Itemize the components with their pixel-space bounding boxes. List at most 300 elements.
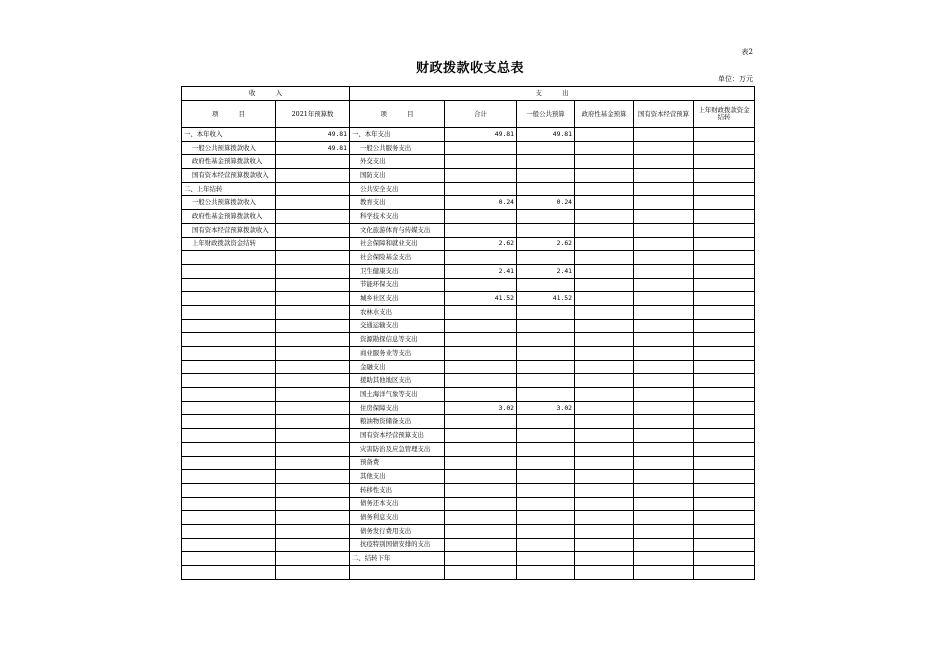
income-item-cell xyxy=(182,415,276,429)
total-cell xyxy=(445,566,517,580)
prev-year-carryover-cell xyxy=(694,237,755,251)
prev-year-carryover-cell xyxy=(694,333,755,347)
income-item-cell xyxy=(182,483,276,497)
prev-year-carryover-cell xyxy=(694,223,755,237)
fund-budget-cell xyxy=(575,388,634,402)
fund-budget-cell xyxy=(575,223,634,237)
income-item-header: 项 目 xyxy=(182,101,276,128)
total-cell xyxy=(445,305,517,319)
state-capital-cell xyxy=(634,128,694,142)
budget-2021-cell xyxy=(276,511,350,525)
fund-budget-cell xyxy=(575,292,634,306)
general-budget-cell xyxy=(517,305,575,319)
total-cell xyxy=(445,470,517,484)
general-budget-cell xyxy=(517,415,575,429)
income-item-cell xyxy=(182,333,276,347)
table-row xyxy=(182,442,755,456)
prev-year-carryover-cell xyxy=(694,196,755,210)
expense-item-cell: 卫生健康支出 xyxy=(350,264,445,278)
expense-item-cell: 一、本年支出 xyxy=(350,128,445,142)
income-item-cell xyxy=(182,251,276,265)
state-capital-cell xyxy=(634,374,694,388)
state-capital-cell xyxy=(634,305,694,319)
fund-budget-cell xyxy=(575,566,634,580)
expense-item-cell: 转移性支出 xyxy=(350,483,445,497)
table-row xyxy=(182,388,755,402)
state-capital-cell xyxy=(634,483,694,497)
expense-item-cell: 城乡社区支出 xyxy=(350,292,445,306)
general-budget-cell: 2.41 xyxy=(517,264,575,278)
expense-item-cell: 文化旅游体育与传媒支出 xyxy=(350,223,445,237)
fund-budget-cell xyxy=(575,470,634,484)
budget-2021-cell xyxy=(276,374,350,388)
table-row xyxy=(182,511,755,525)
expense-item-cell: 科学技术支出 xyxy=(350,210,445,224)
state-capital-cell xyxy=(634,223,694,237)
general-budget-cell xyxy=(517,374,575,388)
general-budget-cell xyxy=(517,538,575,552)
budget-2021-cell xyxy=(276,196,350,210)
fund-budget-cell xyxy=(575,333,634,347)
general-budget-cell xyxy=(517,319,575,333)
prev-year-carryover-cell xyxy=(694,429,755,443)
budget-2021-cell xyxy=(276,264,350,278)
general-budget-header: 一般公共预算 xyxy=(517,101,575,128)
expense-item-cell: 预备费 xyxy=(350,456,445,470)
income-item-cell: 一般公共预算拨款收入 xyxy=(182,141,276,155)
total-cell xyxy=(445,483,517,497)
fund-budget-cell xyxy=(575,319,634,333)
budget-2021-cell xyxy=(276,538,350,552)
total-cell: 2.62 xyxy=(445,237,517,251)
expense-item-cell: 社会保险基金支出 xyxy=(350,251,445,265)
total-cell: 49.81 xyxy=(445,128,517,142)
state-capital-cell xyxy=(634,210,694,224)
fund-budget-cell xyxy=(575,155,634,169)
expense-item-cell: 抗疫特别国债安排的支出 xyxy=(350,538,445,552)
fund-budget-cell xyxy=(575,415,634,429)
unit-label: 单位：万元 xyxy=(718,75,753,83)
state-capital-cell xyxy=(634,552,694,566)
total-cell: 41.52 xyxy=(445,292,517,306)
income-item-cell xyxy=(182,278,276,292)
budget-2021-cell: 49.81 xyxy=(276,141,350,155)
fund-budget-cell xyxy=(575,128,634,142)
prev-year-carryover-cell xyxy=(694,155,755,169)
expense-item-cell: 其他支出 xyxy=(350,470,445,484)
expense-item-cell: 一般公共服务支出 xyxy=(350,141,445,155)
total-cell xyxy=(445,524,517,538)
income-item-cell xyxy=(182,470,276,484)
total-cell xyxy=(445,538,517,552)
prev-year-carryover-cell xyxy=(694,483,755,497)
table-row xyxy=(182,128,755,142)
expense-item-cell: 社会保障和就业支出 xyxy=(350,237,445,251)
expense-item-cell: 公共安全支出 xyxy=(350,182,445,196)
expense-item-cell: 国防支出 xyxy=(350,169,445,183)
fund-budget-cell xyxy=(575,511,634,525)
income-item-cell xyxy=(182,538,276,552)
expense-item-cell: 粮油物资储备支出 xyxy=(350,415,445,429)
budget-2021-cell xyxy=(276,278,350,292)
general-budget-cell xyxy=(517,483,575,497)
general-budget-cell: 3.02 xyxy=(517,401,575,415)
income-item-cell xyxy=(182,292,276,306)
general-budget-cell xyxy=(517,470,575,484)
fund-budget-cell xyxy=(575,305,634,319)
expense-item-cell: 债务发行费用支出 xyxy=(350,524,445,538)
budget-2021-cell xyxy=(276,155,350,169)
budget-summary-table xyxy=(181,86,755,580)
fund-budget-cell xyxy=(575,210,634,224)
state-capital-cell xyxy=(634,347,694,361)
fund-budget-cell xyxy=(575,182,634,196)
expense-item-cell: 债务还本支出 xyxy=(350,497,445,511)
income-item-cell xyxy=(182,497,276,511)
table-row xyxy=(182,415,755,429)
expense-item-cell: 农林水支出 xyxy=(350,305,445,319)
state-capital-cell xyxy=(634,264,694,278)
table-row xyxy=(182,305,755,319)
budget-2021-cell xyxy=(276,401,350,415)
prev-year-carryover-cell xyxy=(694,401,755,415)
table-row xyxy=(182,497,755,511)
prev-year-carryover-cell xyxy=(694,511,755,525)
income-item-cell xyxy=(182,429,276,443)
fund-budget-cell xyxy=(575,497,634,511)
budget-2021-cell xyxy=(276,333,350,347)
expense-item-cell: 外交支出 xyxy=(350,155,445,169)
general-budget-cell: 0.24 xyxy=(517,196,575,210)
income-item-cell: 政府性基金预算拨款收入 xyxy=(182,155,276,169)
budget-2021-cell xyxy=(276,292,350,306)
table-row xyxy=(182,196,755,210)
table-row xyxy=(182,292,755,306)
table-row xyxy=(182,360,755,374)
fund-budget-cell xyxy=(575,237,634,251)
state-capital-cell xyxy=(634,237,694,251)
fund-budget-cell xyxy=(575,278,634,292)
fund-budget-cell xyxy=(575,524,634,538)
prev-year-carryover-cell xyxy=(694,128,755,142)
expense-item-cell: 灾害防治及应急管理支出 xyxy=(350,442,445,456)
state-capital-header: 国有资本经营预算 xyxy=(634,101,694,128)
budget-2021-cell xyxy=(276,415,350,429)
general-budget-cell: 49.81 xyxy=(517,128,575,142)
budget-2021-cell xyxy=(276,182,350,196)
income-item-cell xyxy=(182,264,276,278)
table-row xyxy=(182,237,755,251)
prev-year-carryover-cell xyxy=(694,251,755,265)
expense-item-cell xyxy=(350,566,445,580)
table-row xyxy=(182,401,755,415)
general-budget-cell xyxy=(517,182,575,196)
general-budget-cell xyxy=(517,251,575,265)
table-row xyxy=(182,333,755,347)
general-budget-cell xyxy=(517,169,575,183)
budget-2021-cell xyxy=(276,319,350,333)
income-item-cell xyxy=(182,456,276,470)
general-budget-cell xyxy=(517,360,575,374)
budget-2021-cell xyxy=(276,566,350,580)
total-cell xyxy=(445,347,517,361)
state-capital-cell xyxy=(634,360,694,374)
general-budget-cell xyxy=(517,223,575,237)
column-header-row xyxy=(182,101,755,128)
total-cell xyxy=(445,415,517,429)
budget-2021-cell xyxy=(276,388,350,402)
budget-2021-cell xyxy=(276,251,350,265)
total-cell xyxy=(445,182,517,196)
state-capital-cell xyxy=(634,196,694,210)
state-capital-cell xyxy=(634,292,694,306)
income-item-cell xyxy=(182,305,276,319)
fund-budget-cell xyxy=(575,169,634,183)
fund-budget-cell xyxy=(575,264,634,278)
state-capital-cell xyxy=(634,278,694,292)
total-cell xyxy=(445,141,517,155)
total-header: 合计 xyxy=(445,101,517,128)
state-capital-cell xyxy=(634,169,694,183)
expense-item-cell: 教育支出 xyxy=(350,196,445,210)
budget-2021-cell xyxy=(276,470,350,484)
expense-item-cell: 商业服务业等支出 xyxy=(350,347,445,361)
fund-budget-cell xyxy=(575,196,634,210)
general-budget-cell: 41.52 xyxy=(517,292,575,306)
total-cell: 3.02 xyxy=(445,401,517,415)
fund-budget-cell xyxy=(575,442,634,456)
fund-budget-cell xyxy=(575,347,634,361)
general-budget-cell xyxy=(517,524,575,538)
prev-year-carryover-cell xyxy=(694,182,755,196)
income-item-cell xyxy=(182,524,276,538)
budget-2021-cell xyxy=(276,169,350,183)
prev-year-carryover-header: 上年财政拨款资金结转 xyxy=(694,101,755,128)
state-capital-cell xyxy=(634,429,694,443)
prev-year-carryover-cell xyxy=(694,538,755,552)
state-capital-cell xyxy=(634,415,694,429)
total-cell xyxy=(445,278,517,292)
state-capital-cell xyxy=(634,538,694,552)
budget-2021-cell xyxy=(276,524,350,538)
budget-2021-cell xyxy=(276,347,350,361)
table-row xyxy=(182,319,755,333)
prev-year-carryover-cell xyxy=(694,347,755,361)
expense-item-cell: 金融支出 xyxy=(350,360,445,374)
prev-year-carryover-cell xyxy=(694,552,755,566)
total-cell xyxy=(445,374,517,388)
total-cell xyxy=(445,388,517,402)
prev-year-carryover-cell xyxy=(694,442,755,456)
expense-item-cell: 二、结转下年 xyxy=(350,552,445,566)
total-cell xyxy=(445,210,517,224)
expense-item-cell: 节能环保支出 xyxy=(350,278,445,292)
state-capital-cell xyxy=(634,182,694,196)
general-budget-cell xyxy=(517,210,575,224)
state-capital-cell xyxy=(634,566,694,580)
fund-budget-header: 政府性基金预算 xyxy=(575,101,634,128)
expense-item-cell: 资源勘探信息等支出 xyxy=(350,333,445,347)
fund-budget-cell xyxy=(575,251,634,265)
state-capital-cell xyxy=(634,141,694,155)
total-cell xyxy=(445,497,517,511)
state-capital-cell xyxy=(634,456,694,470)
budget-2021-cell xyxy=(276,429,350,443)
general-budget-cell: 2.62 xyxy=(517,237,575,251)
table-row xyxy=(182,470,755,484)
income-item-cell: 二、上年结转 xyxy=(182,182,276,196)
income-item-cell: 一、本年收入 xyxy=(182,128,276,142)
income-item-cell: 国有资本经营预算拨款收入 xyxy=(182,169,276,183)
general-budget-cell xyxy=(517,155,575,169)
general-budget-cell xyxy=(517,333,575,347)
prev-year-carryover-cell xyxy=(694,470,755,484)
budget-2021-cell xyxy=(276,237,350,251)
income-item-cell xyxy=(182,360,276,374)
table-row xyxy=(182,210,755,224)
general-budget-cell xyxy=(517,278,575,292)
fund-budget-cell xyxy=(575,483,634,497)
fund-budget-cell xyxy=(575,456,634,470)
group-header-row xyxy=(182,87,755,101)
fund-budget-cell xyxy=(575,360,634,374)
total-cell xyxy=(445,552,517,566)
expense-item-cell: 国土海洋气象等支出 xyxy=(350,388,445,402)
table-row xyxy=(182,483,755,497)
income-item-cell xyxy=(182,374,276,388)
table-row xyxy=(182,223,755,237)
state-capital-cell xyxy=(634,388,694,402)
fund-budget-cell xyxy=(575,374,634,388)
table-row xyxy=(182,278,755,292)
general-budget-cell xyxy=(517,442,575,456)
prev-year-carryover-cell xyxy=(694,524,755,538)
state-capital-cell xyxy=(634,524,694,538)
budget-2021-cell: 49.81 xyxy=(276,128,350,142)
total-cell xyxy=(445,223,517,237)
fund-budget-cell xyxy=(575,401,634,415)
budget-2021-cell xyxy=(276,497,350,511)
table-row xyxy=(182,347,755,361)
income-item-cell: 国有资本经营预算拨款收入 xyxy=(182,223,276,237)
expense-item-cell: 援助其他地区支出 xyxy=(350,374,445,388)
total-cell xyxy=(445,511,517,525)
prev-year-carryover-cell xyxy=(694,388,755,402)
table-number: 表2 xyxy=(741,48,753,56)
state-capital-cell xyxy=(634,470,694,484)
page-title: 财政拨款收支总表 xyxy=(415,61,524,76)
budget-2021-cell xyxy=(276,305,350,319)
budget-2021-cell xyxy=(276,223,350,237)
budget-2021-cell xyxy=(276,360,350,374)
income-item-cell xyxy=(182,511,276,525)
state-capital-cell xyxy=(634,442,694,456)
total-cell xyxy=(445,169,517,183)
total-cell xyxy=(445,456,517,470)
state-capital-cell xyxy=(634,319,694,333)
income-item-cell xyxy=(182,442,276,456)
general-budget-cell xyxy=(517,552,575,566)
general-budget-cell xyxy=(517,497,575,511)
budget-2021-cell xyxy=(276,552,350,566)
prev-year-carryover-cell xyxy=(694,278,755,292)
state-capital-cell xyxy=(634,401,694,415)
fund-budget-cell xyxy=(575,552,634,566)
state-capital-cell xyxy=(634,333,694,347)
general-budget-cell xyxy=(517,511,575,525)
expense-item-cell: 住房保障支出 xyxy=(350,401,445,415)
budget-2021-cell xyxy=(276,210,350,224)
income-item-cell: 政府性基金预算拨款收入 xyxy=(182,210,276,224)
table-row xyxy=(182,169,755,183)
total-cell: 2.41 xyxy=(445,264,517,278)
general-budget-cell xyxy=(517,566,575,580)
income-item-cell: 一般公共预算拨款收入 xyxy=(182,196,276,210)
total-cell xyxy=(445,333,517,347)
prev-year-carryover-cell xyxy=(694,210,755,224)
total-cell xyxy=(445,251,517,265)
total-cell xyxy=(445,155,517,169)
general-budget-cell xyxy=(517,456,575,470)
income-item-cell xyxy=(182,552,276,566)
budget-2021-header: 2021年预算数 xyxy=(276,101,350,128)
table-row xyxy=(182,566,755,580)
general-budget-cell xyxy=(517,347,575,361)
general-budget-cell xyxy=(517,429,575,443)
prev-year-carryover-cell xyxy=(694,169,755,183)
table-row xyxy=(182,141,755,155)
total-cell xyxy=(445,442,517,456)
income-group-header: 收 入 xyxy=(182,87,350,101)
income-item-cell xyxy=(182,401,276,415)
table-row xyxy=(182,456,755,470)
prev-year-carryover-cell xyxy=(694,374,755,388)
table-row xyxy=(182,264,755,278)
table-row xyxy=(182,552,755,566)
income-item-cell xyxy=(182,347,276,361)
prev-year-carryover-cell xyxy=(694,141,755,155)
prev-year-carryover-cell xyxy=(694,264,755,278)
state-capital-cell xyxy=(634,497,694,511)
table-row xyxy=(182,374,755,388)
fund-budget-cell xyxy=(575,429,634,443)
expense-item-cell: 交通运输支出 xyxy=(350,319,445,333)
prev-year-carryover-cell xyxy=(694,456,755,470)
expense-group-header: 支 出 xyxy=(350,87,755,101)
income-item-cell xyxy=(182,388,276,402)
income-item-cell: 上年财政拨款资金结转 xyxy=(182,237,276,251)
prev-year-carryover-cell xyxy=(694,415,755,429)
prev-year-carryover-cell xyxy=(694,319,755,333)
budget-2021-cell xyxy=(276,442,350,456)
prev-year-carryover-cell xyxy=(694,566,755,580)
total-cell xyxy=(445,429,517,443)
table-row xyxy=(182,538,755,552)
table-row xyxy=(182,524,755,538)
state-capital-cell xyxy=(634,155,694,169)
income-item-cell xyxy=(182,566,276,580)
general-budget-cell xyxy=(517,141,575,155)
prev-year-carryover-cell xyxy=(694,497,755,511)
expense-item-cell: 国有资本经营预算支出 xyxy=(350,429,445,443)
fund-budget-cell xyxy=(575,141,634,155)
expense-item-header: 项 目 xyxy=(350,101,445,128)
budget-2021-cell xyxy=(276,483,350,497)
prev-year-carryover-cell xyxy=(694,360,755,374)
expense-item-cell: 债务利息支出 xyxy=(350,511,445,525)
state-capital-cell xyxy=(634,511,694,525)
general-budget-cell xyxy=(517,388,575,402)
